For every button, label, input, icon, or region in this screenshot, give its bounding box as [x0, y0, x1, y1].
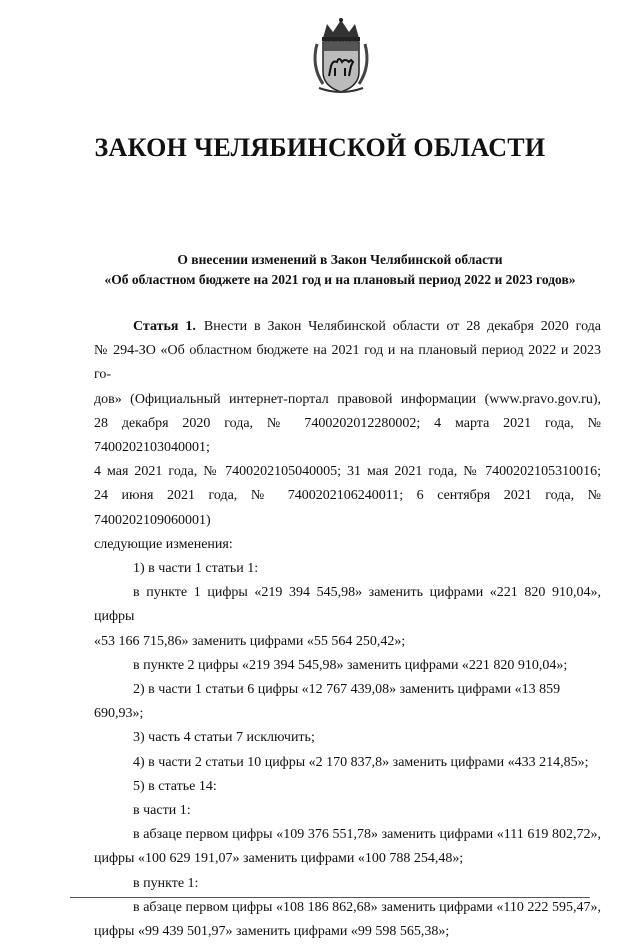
subtitle-line-1: О внесении изменений в Закон Челябинской области — [177, 252, 503, 267]
article-line: Статья 1. Внести в Закон Челябинской области от 28 декабря 2020 года — [133, 319, 602, 334]
law-subtitle — [40, 250, 640, 290]
article-body — [94, 315, 601, 944]
article-line: № 294-ЗО «Об областном бюджете на 2021 год и на плановый период 2022 и 2023 го- — [94, 343, 601, 383]
amendment-line: в пункте 2 цифры «219 394 545,98» заменить цифрами «221 820 910,04»; — [133, 657, 568, 673]
amendment-line: в абзаце первом цифры «108 186 862,68» заменить цифрами «110 222 595,47», — [133, 899, 601, 915]
amendment-line: 4) в части 2 статьи 10 цифры «2 170 837,8» заменить цифрами «433 214,85»; — [133, 754, 589, 770]
article-line: 4 мая 2021 года, № 7400202105040005; 31 мая 2021 года, № 7400202105310016; — [94, 464, 601, 480]
chelyabinsk-coat-of-arms-icon — [309, 16, 373, 96]
article-line: 28 декабря 2020 года, № 7400202012280002; 4 марта 2021 года, № 7400202103040001; — [94, 415, 601, 456]
article-line: следующие изменения: — [94, 536, 233, 552]
amendment-line: «53 166 715,86» заменить цифрами «55 564 250,42»; — [94, 633, 406, 649]
amendment-line: цифры «99 439 501,97» заменить цифрами «99 598 565,38»; — [94, 924, 450, 940]
amendment-line: 1) в части 1 статьи 1: — [133, 561, 259, 577]
amendment-list — [94, 557, 601, 944]
amendment-line: в пункте 1: — [133, 875, 199, 891]
page-bottom-divider — [70, 897, 590, 898]
amendment-line: в части 1: — [133, 803, 191, 819]
amendment-line: цифры «100 629 191,07» заменить цифрами «100 788 254,48»; — [94, 851, 464, 867]
amendment-line: 5) в статье 14: — [133, 778, 217, 794]
coat-of-arms-emblem — [309, 16, 373, 96]
subtitle-line-2: «Об областном бюджете на 2021 год и на плановый период 2022 и 2023 годов» — [104, 272, 576, 287]
article-line: дов» (Официальный интернет-портал правовой информации (www.pravo.gov.ru), — [94, 391, 601, 407]
amendment-line: в пункте 1 цифры «219 394 545,98» заменить цифрами «221 820 910,04», цифры — [94, 585, 601, 625]
amendment-line: в абзаце первом цифры «109 376 551,78» заменить цифрами «111 619 802,72», — [133, 827, 601, 843]
amendment-line: 2) в части 1 статьи 6 цифры «12 767 439,08» заменить цифрами «13 859 690,93»; — [94, 682, 561, 722]
article-heading: Статья 1. — [133, 319, 196, 334]
amendment-line: 3) часть 4 статьи 7 исключить; — [133, 730, 315, 746]
article-line: 24 июня 2021 года, № 7400202106240011; 6 сентября 2021 года, № 7400202109060001) — [94, 488, 601, 528]
law-title: ЗАКОН ЧЕЛЯБИНСКОЙ ОБЛАСТИ — [94, 133, 546, 162]
